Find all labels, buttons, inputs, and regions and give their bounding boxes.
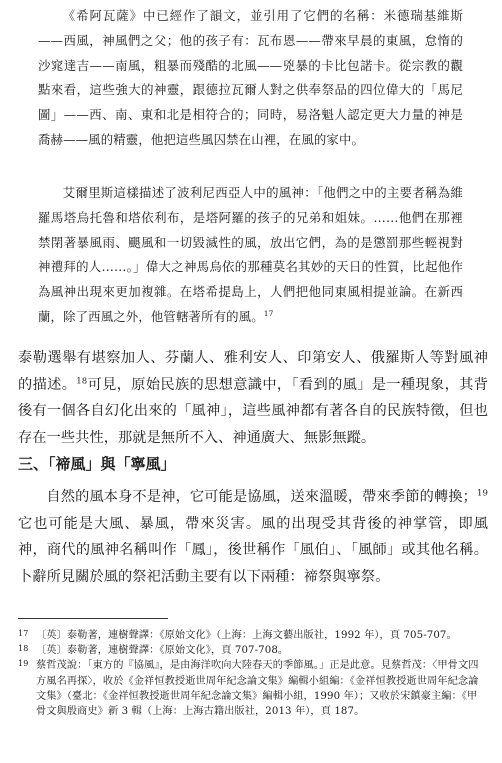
- footnote-18: [18, 643, 486, 658]
- quote-text: 艾爾里斯這樣描述了波利尼西亞人中的風神：「他們之中的主要者稱為維羅馬塔烏托魯和塔依利布，是塔阿羅的孩子的兄弟和姐妹。……他們在那裡禁閉著暴風雨、颶風和一切毀滅性的風，放出它們，為的是懲罰那些輕視對神禮拜的人……。」偉大之神馬烏依的那種莫名其妙的天日的性質，比起他作為風神出現來更加複雜。在塔希提島上，人們把他同東風相提並論。在新西蘭，除了西風之外，他管轄著所有的風。: [38, 185, 463, 324]
- footnote-text: 〔英〕泰勒著，連樹聲譯：《原始文化》（上海：上海文藝出版社，1992 年），頁 705-707。: [36, 630, 457, 641]
- footnote-17: [18, 628, 486, 643]
- section-heading: 三、「禘風」與「寧風」: [18, 455, 176, 473]
- body-text-continued: 它也可能是大風、暴風，帶來災害。風的出現受其背後的神掌管，即風神，商代的風神名稱叫作「鳳」，後世稱作「風伯」、「風師」或其他名稱。卜辭所見關於風的祭祀活動主要有以下兩種：禘祭與寧祭。: [18, 515, 488, 585]
- footnote-number: 19: [18, 659, 29, 669]
- body-paragraph: [18, 484, 488, 590]
- block-quote-first: [38, 4, 463, 153]
- footnote-text: 蔡哲茂說：「東方的『協風』，是由海洋吹向大陸春天的季節風。」正是此意。見蔡哲茂：〈甲骨文四方風名再探〉，收於《金祥恒教授逝世周年紀念論文集》編輯小組編：《金祥恒教授逝世周年紀念論文集》（臺北：《金祥恒教授逝世周年紀念論文集》編輯小組，1990 年）；又收於宋鎮豪主編：《甲骨文與殷商史》新 3 輯（上海：上海古籍出版社，2013 年），頁 187。: [36, 660, 479, 718]
- quote-paragraph: [38, 4, 463, 153]
- quote-paragraph: [38, 181, 463, 330]
- footnote-number: 17: [18, 629, 29, 638]
- footnote-ref-19[interactable]: 19: [476, 488, 488, 499]
- body-text: 自然的風本身不是神，它可能是協風，送來溫暖，帶來季節的轉換；: [46, 489, 477, 505]
- footnote-text: 〔英〕泰勒著，連樹聲譯：《原始文化》，頁 707-708。: [36, 645, 289, 657]
- body-paragraph-wind: [18, 484, 488, 590]
- body-text: 泰勒選舉有堪察加人、芬蘭人、雅利安人、印第安人、俄羅斯人等對風神的描述。: [18, 350, 488, 393]
- body-paragraph: [18, 345, 488, 451]
- footnote-divider: [18, 618, 168, 619]
- body-text-continued: 可見，原始民族的思想意識中，「看到的風」是一種現象，其背後有一個各自幻化出來的「風神」，這些風神都有著各自的民族特徵，但也存在一些共性，那就是無所不入、神通廣大、無影無蹤。: [18, 376, 489, 446]
- footnote-ref-18[interactable]: 18: [76, 375, 88, 386]
- footnotes-section: [18, 628, 486, 719]
- body-paragraph-taylor: [18, 345, 488, 451]
- footnote-19: [18, 658, 486, 719]
- quote-text: 《希阿瓦薩》中已經作了韻文，並引用了它們的名稱：米德瑞基維斯——西風，神風們之父；他的孩子有：瓦布恩——帶來早晨的東風，怠惰的沙窕達吉——南風，粗暴而殘酷的北風——兇暴的卡比包諾卡。從宗教的觀點來看，這些強大的神靈，跟德拉瓦爾人對之供奉祭品的四位偉大的「馬尼圖」——西、南、東和北是相符合的；同時，易洛魁人認定更大力量的神是喬赫——風的精靈，他把這些風囚禁在山裡，在風的家中。: [38, 8, 463, 147]
- footnote-number: 18: [18, 644, 29, 654]
- footnote-ref-17[interactable]: 17: [263, 308, 274, 318]
- block-quote-second: [38, 181, 463, 330]
